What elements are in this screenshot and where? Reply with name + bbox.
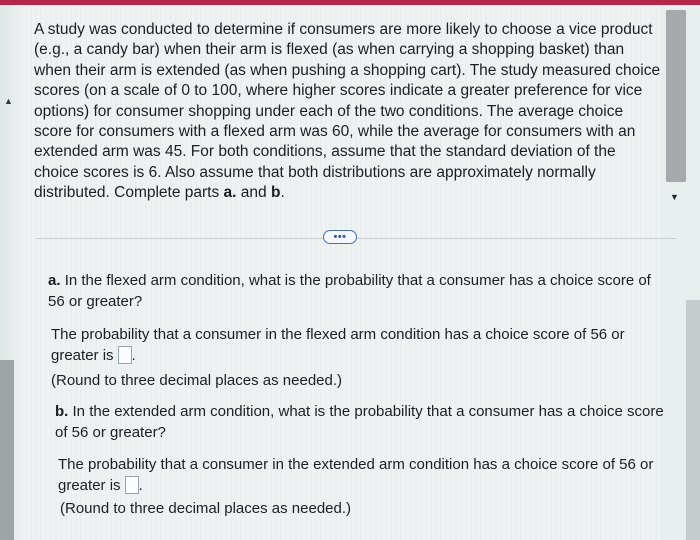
expand-more-button[interactable]: ••• — [323, 230, 357, 244]
part-b-question — [55, 401, 665, 443]
part-a-question-text: In the flexed arm condition, what is the probability that a consumer has a choice score of 56 or greater? — [48, 272, 651, 310]
part-a-reference: a. — [223, 184, 237, 202]
scrollbar-thumb[interactable] — [666, 10, 686, 182]
part-b-answer-line: The probability that a consumer in the extended arm condition has a choice score of 56 or greater is . — [58, 456, 654, 494]
top-accent-strip — [0, 0, 700, 5]
question-intro-text: A study was conducted to determine if consumers are more likely to choose a vice product (e.g., a candy bar) when their arm is flexed (as when carrying a shopping basket) than when their arm is extended (as when pushing a shopping cart). The study measured choice scores (on a scale of 0 to 100, where higher scores indicate a greater preference for vice options) for consumer shopping under each of the two conditions. The average choice score for consumers with a flexed arm was 60, while the average for consumers with an extended arm was 45. For both conditions, assume that the standard deviation of the choice scores is 6. Also assume that both distributions are approximately normally distributed. Complete parts — [34, 21, 661, 202]
part-a-rounding-note: (Round to three decimal places as needed.) — [51, 372, 343, 389]
question-stem — [34, 20, 662, 204]
and-word: and — [240, 184, 267, 202]
part-b-label: b. — [55, 403, 69, 420]
trailing-period: . — [280, 184, 285, 202]
part-a-answer-line: The probability that a consumer in the flexed arm condition has a choice score of 56 or greater is . — [51, 326, 625, 364]
part-a-label: a. — [48, 272, 61, 289]
part-b-rounding-note: (Round to three decimal places as needed.) — [60, 500, 352, 517]
collapse-arrow-icon[interactable]: ▲ — [4, 96, 13, 106]
right-side-rail — [686, 300, 700, 540]
part-a-answer-input[interactable] — [118, 346, 132, 364]
part-b-answer-input[interactable] — [125, 476, 139, 494]
part-b-question-text: In the extended arm condition, what is the probability that a consumer has a choice score of 56 or greater? — [55, 403, 664, 441]
part-b-reference: b — [270, 184, 281, 202]
part-b-answer-prefix: The probability that a consumer in the extended arm condition has a choice score of 56 or greater is — [58, 456, 654, 494]
part-a-question — [48, 270, 664, 312]
scroll-down-arrow-icon[interactable]: ▼ — [670, 192, 679, 202]
left-side-rail — [0, 360, 14, 540]
part-a-answer-prefix: The probability that a consumer in the flexed arm condition has a choice score of 56 or greater is — [51, 326, 625, 364]
